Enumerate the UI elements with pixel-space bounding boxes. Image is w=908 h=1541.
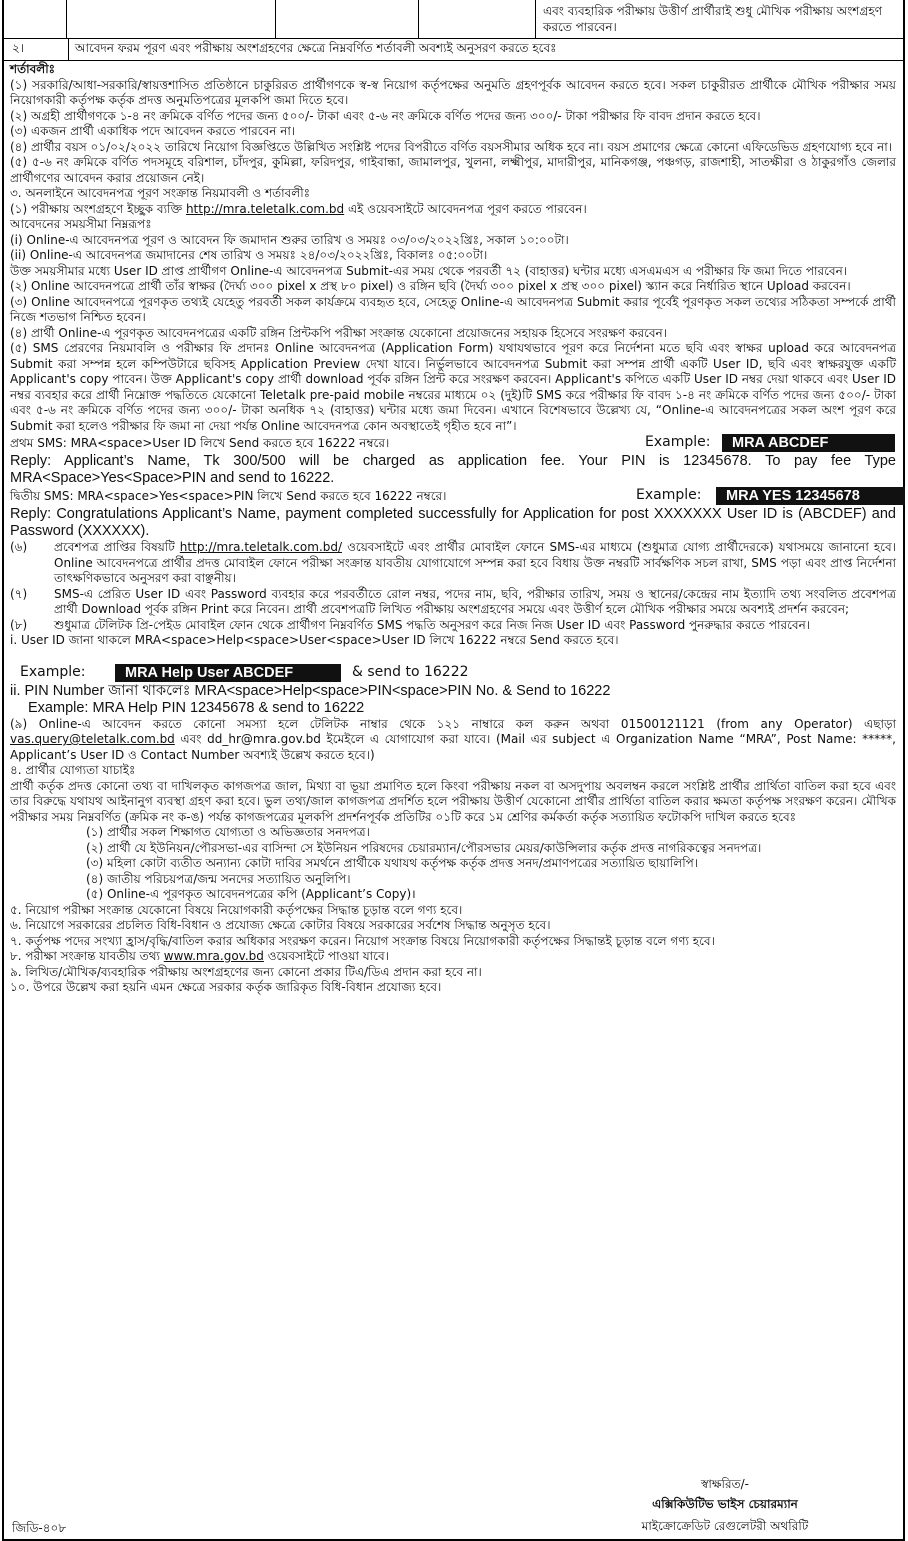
general-item-6: ৬. নিয়োগে সরকারের প্রচলিত বিধি-বিধান ও প্রযোজ্য ক্ষেত্রে কোটার বিষয়ে সরকারের সর্বশেষ সিদ্ধান্ত অনুসৃত হবে। — [10, 918, 551, 932]
teletalk-link[interactable]: http://mra.teletalk.com.bd — [185, 201, 345, 216]
condition-2: (২) অগ্রহী প্রার্থীগণকে ১-৪ নং ক্রমিকে বর্ণিত পদের জন্য ৫০০/- টাকা এবং ৫-৬ নং ক্রমিকে বর্ণিত পদের জন্য ৩০০/- টাকা পরীক্ষার ফি বাবদ প্রদান করতে হবে। — [10, 108, 761, 123]
condition-1: (১) সরকারি/আধা-সরকারি/স্বায়ত্তশাসিত প্রতিষ্ঠানে চাকুরিরত প্রার্থীগণকে স্ব-স্ব নিয়োগ কর্তৃপক্ষের অনুমতি গ্রহণপূর্বক আবেদন করতে হবে। সকল চাকুরীরত প্রার্থীকে মৌখিক পরীক্ষার সময় নিয়োগকারী কর্তৃপক্ষ কর্তৃক প্রদত্ত অনুমতিপত্রের মূলকপি জমা দিতে হবে। — [10, 77, 896, 107]
conditions-heading: শর্তাবলীঃ — [10, 62, 56, 76]
sms-1-reply: Reply: Applicant’s Name, Tk 300/500 will be charged as application fee. Your PIN is 12345678. To pay fee Type MRA<Space>Yes<Space>PIN and send to 16222. — [10, 453, 896, 486]
online-rule-7 — [10, 587, 896, 618]
teletalk-email-link[interactable]: vas.query@teletalk.com.bd — [10, 732, 175, 746]
recover-example: MRA Help User ABCDEF — [115, 664, 341, 682]
document-item-5: (৫) Online-এ পূরণকৃত আবেদনপত্রের কপি (Applicant’s Copy)। — [86, 887, 416, 901]
online-rule-8 — [10, 618, 896, 634]
page-border-right — [903, 0, 905, 1541]
example-label: Example: — [645, 434, 711, 450]
time-note: উক্ত সময়সীমার মধ্যে User ID প্রাপ্ত প্রার্থীগণ Online-এ আবেদনপত্র Submit-এর সময় থেকে পরবর্তী ৭২ (বাহাত্তর) ঘন্টার মধ্যে এসএমএস এ পরীক্ষার ফি জমা দিতে পারবেন। — [10, 263, 848, 278]
online-rule-6 — [10, 540, 896, 587]
signature-org: মাইক্রোক্রেডিট রেগুলেটরী অথরিটি — [641, 1519, 809, 1533]
sms-2-reply: Reply: Congratulations Applicant’s Name, payment completed successfully for Application for post XXXXXXX User ID is (ABCDEF) and Password (XXXXXX). — [10, 506, 896, 539]
table-divider — [275, 0, 276, 38]
eligibility-heading: ৪. প্রার্থীর যোগ্যতা যাচাইঃ — [10, 763, 136, 777]
general-item-10: ১০. উপরে উল্লেখ করা হয়নি এমন ক্ষেত্রে সরকার কর্তৃক জারিকৃত বিধি-বিধান প্রযোজ্য হবে। — [10, 980, 442, 994]
online-rule-9 — [10, 717, 896, 764]
sms-1-example: MRA ABCDEF — [722, 434, 895, 452]
online-rule-2: (২) Online আবেদনপত্রে প্রার্থী তাঁর স্বাক্ষর (দৈর্ঘ্য ৩০০ pixel x প্রস্থ ৮০ pixel) ও রঙ্গিন ছবি (দৈর্ঘ্য ৩০০ pixel x প্রস্থ ৩০০ pixel) স্ক্যান করে নির্ধারিত স্থানে Upload করবেন। — [10, 279, 851, 293]
online-rule-1 — [10, 202, 896, 218]
condition-4: (৪) প্রার্থীর বয়স ০১/০২/২০২২ তারিখে নিয়োগ বিজ্ঞপ্তিতে উল্লিখিত সংশ্লিষ্ট পদের বিপরীতে বর্ণিত বয়সসীমার অধিক হবে না। বয়স প্রমাণের ক্ষেত্রে কোনো এফিডেভিড গ্রহণযোগ্য হবে না। — [10, 139, 893, 154]
online-rule-1-pre: (১) পরীক্ষায় অংশগ্রহণে ইচ্ছুক ব্যক্তি — [10, 201, 186, 216]
table-cell-text: এবং ব্যবহারিক পরীক্ষায় উত্তীর্ণ প্রার্থীরাই শুধু মৌখিক পরীক্ষায় অংশগ্রহণ করতে পারবেন। — [543, 4, 882, 34]
table-divider — [535, 0, 536, 38]
item-8-pre: ৮. পরীক্ষা সংক্রান্ত যাবতীয় তথ্য — [10, 949, 164, 963]
online-rule-3: (৩) Online আবেদনপত্রে পূরণকৃত তথ্যই যেহেতু পরবর্তী সকল কার্যক্রমে ব্যবহৃত হবে, সেহেতু Online-এ আবেদনপত্র Submit করার পূর্বেই পূরণকৃত সকল তথ্যের সঠিকতা সম্পর্কে প্রার্থী নিজে শতভাগ নিশ্চিত হবেন। — [10, 294, 896, 324]
blank-line — [10, 649, 896, 664]
rule-6-pre: প্রবেশপত্র প্রাপ্তির বিষয়টি — [54, 540, 180, 554]
online-rule-5: (৫) SMS প্রেরণের নিয়মাবলি ও পরীক্ষার ফি প্রদানঃ Online আবেদনপত্র (Application Form) যথাযথভাবে পূরণ করে নির্দেশনা মতে ছবি এবং স্বাক্ষর upload করে আবেদনপত্র Submit করা সম্পন্ন হলে কম্পিউটারে ছবিসহ Application Preview দেখা যাবে। নির্ভুলভাবে আবেদনপত্র Submit করা সম্পন্ন প্রার্থী একটি User ID, ছবি এবং স্বাক্ষরযুক্ত একটি Applicant's copy পাবেন। উক্ত Applicant's copy প্রার্থী download পূর্বক রঙ্গিন প্রিন্ট করে সংরক্ষণ করবেন। Applicant's কপিতে একটি User ID নম্বর দেয়া থাকবে এবং User ID নম্বর ব্যবহার করে প্রার্থী নিম্নোক্ত পদ্ধতিতে যেকোনো Teletalk pre-paid mobile নম্বরের মাধ্যমে ০২ (দুই)টি SMS করে পরীক্ষার ফি বাবদ ১-৪ নং ক্রমিকে বর্ণিত পদের জন্য ৫০০/- টাকা এবং ৫-৬ নং ক্রমিকে বর্ণিত পদের জন্য ৩০০/- টাকা অনধিক ৭২ (বাহাত্তর) ঘন্টার মধ্যে জমা দিবেন। এখানে বিশেষভাবে উল্লেখ্য যে, “Online-এ আবেদনপত্রের সকল অংশ পূরণ করে Submit করা হলেও পরীক্ষার ফি জমা না দেয়া পর্যন্ত Online আবেদনপত্র কোন অবস্থাতেই গৃহীত হবে না”। — [10, 341, 896, 433]
rule-number: (৮) — [10, 617, 28, 632]
item-8-post: ওয়েবসাইটে পাওয়া যাবে। — [263, 949, 389, 963]
recover-user-id: i. User ID জানা থাকলে MRA<space>Help<space>User<space>User ID লিখে 16222 নম্বরে Send করতে হবে। — [10, 633, 619, 647]
example-label: Example: — [20, 663, 86, 680]
document-list — [10, 825, 896, 903]
teletalk-link-2[interactable]: http://mra.teletalk.com.bd/ — [179, 540, 343, 554]
general-item-7: ৭. কর্তৃপক্ষ পদের সংখ্যা হ্রাস/বৃদ্ধি/বাতিল করার অধিকার সংরক্ষণ করেন। নিয়োগ সংক্রান্ত বিষয়ে নিয়োগকারী কর্তৃপক্ষের সিদ্ধান্তই চূড়ান্ত বলে গণ্য হবে। — [10, 933, 715, 948]
general-item-5: ৫. নিয়োগ পরীক্ষা সংক্রান্ত যেকোনো বিষয়ে নিয়োগকারী কর্তৃপক্ষের সিদ্ধান্ত চূড়ান্ত বলে গণ্য হবে। — [10, 902, 463, 917]
footer-code: জিডি-৪০৮ — [12, 1521, 67, 1535]
rule-8-text: শুধুমাত্র টেলিটক প্রি-পেইড মোবাইল ফোন থেকে প্রার্থীগণ নিম্নবর্ণিত SMS পদ্ধতি অনুসরণ করে নিজ নিজ User ID এবং Password পুনরুদ্ধার করতে পারবেন। — [54, 617, 811, 632]
sms-2-text: দ্বিতীয় SMS: MRA<space>Yes<space>PIN লিখে Send করতে হবে 16222 নম্বরে। — [10, 489, 447, 503]
online-rule-1-post: এই ওয়েবসাইটে আবেদনপত্র পূরণ করতে পারবেন। — [344, 201, 587, 216]
eligibility-text: প্রার্থী কর্তৃক প্রদত্ত কোনো তথ্য বা দাখিলকৃত কাগজপত্র জাল, মিথ্যা বা ভূয়া প্রমাণিত হলে কিংবা পরীক্ষায় নকল বা অসদুপায় অবলম্বন করলে সংশ্লিষ্ট প্রার্থীর প্রার্থিতা বাতিল করা হবে এবং তার বিরুদ্ধে যথাযথ আইনানুগ ব্যবস্থা গ্রহণ করা হবে। ভুল তথ্য/জাল কাগজপত্র প্রদর্শিত হলে পরীক্ষায় উত্তীর্ণ যেকোনো প্রার্থীর প্রার্থিতা বাতিল করার ক্ষমতা কর্তৃপক্ষ সংরক্ষণ করেন। মৌখিক পরীক্ষার সময় নিম্নবর্ণিত (ক্রমিক নং ক-ঙ) পর্যন্ত কাগজপত্রের মূলকপি প্রদর্শনপূর্বক প্রতিটির ০১টি করে ১ম শ্রেণির কর্মকর্তা কর্তৃক সত্যায়িত ফটোকপি দাখিল করতে হবেঃ — [10, 778, 896, 824]
sms-1-line — [10, 434, 896, 453]
row-number: ২। — [12, 41, 25, 55]
condition-3: (৩) একজন প্রার্থী একাধিক পদে আবেদন করতে পারবেন না। — [10, 124, 296, 138]
online-heading: ৩. অনলাইনে আবেদনপত্র পূরণ সংক্রান্ত নিয়মাবলী ও শর্তাবলীঃ — [10, 186, 311, 200]
recover-example-line — [10, 664, 896, 683]
document-item-2: (২) প্রার্থী যে ইউনিয়ন/পৌরসভা-এর বাসিন্দা সে ইউনিয়ন পরিষদের চেয়ারম্যান/পৌরসভার মেয়র/কাউন্সিলার কর্তৃক প্রদত্ত নাগরিকত্বের সনদপত্র। — [86, 840, 762, 855]
notice-body — [10, 62, 896, 996]
sms-2-line — [10, 487, 896, 506]
table-row-2 — [2, 38, 905, 61]
row-text: আবেদন ফরম পূরণ এবং পরীক্ষায় অংশগ্রহণের ক্ষেত্রে নিম্নবর্ণিত শর্তাবলী অবশ্যই অনুসরণ করতে হবেঃ — [75, 41, 557, 55]
online-rule-4: (৪) প্রার্থী Online-এ পূরণকৃত আবেদনপত্রের একটি রঙ্গিন প্রিন্টকপি পরীক্ষা সংক্রান্ত যেকোনো প্রয়োজনের সহায়ক হিসেবে সংরক্ষণ করবেন। — [10, 325, 668, 340]
table-divider — [66, 0, 67, 38]
time-start: (i) Online-এ আবেদনপত্র পূরণ ও আবেদন ফি জমাদান শুরুর তারিখ ও সময়ঃ ০৩/০৩/২০২২খ্রিঃ, সকাল ১০:০০টা। — [10, 232, 569, 247]
mra-website-link[interactable]: www.mra.gov.bd — [163, 949, 264, 963]
general-item-9: ৯. লিখিত/মৌখিক/ব্যবহারিক পরীক্ষায় অংশগ্রহণের জন্য কোনো প্রকার টিএ/ডিএ প্রদান করা হবে না। — [10, 964, 482, 979]
recover-pin-example: Example: MRA Help PIN 12345678 & send to 16222 — [28, 699, 365, 716]
time-heading: আবেদনের সময়সীমা নিম্নরূপঃ — [10, 217, 152, 231]
condition-5: (৫) ৫-৬ নং ক্রমিকে বর্ণিত পদসমূহে বরিশাল, চাঁদপুর, কুমিল্লা, ফরিদপুর, গাইবান্ধা, জামালপুর, খুলনা, লক্ষ্মীপুর, মাদারীপুর, মানিকগঞ্জ, পঞ্চগড়, রাজশাহী, সাতক্ষীরা ও ঠাকুরগাঁও জেলার প্রার্থীগণের আবেদন করার প্রয়োজন নেই। — [10, 155, 896, 185]
table-divider — [68, 38, 69, 60]
sms-2-example: MRA YES 12345678 — [716, 487, 905, 505]
rule-6-post: ওয়েবসাইটে এবং প্রার্থীর মোবাইল ফোনে SMS-এর মাধ্যমে (শুধুমাত্র যোগ্য প্রার্থীদেরকে) যথাসময়ে জানানো হবে। Online আবেদনপত্রে প্রার্থীর প্রদত্ত মোবাইল ফোনে পরীক্ষা সংক্রান্ত যাবতীয় যোগাযোগে সম্পন্ন করা হবে বিধায় উক্ত নম্বরটি সার্বক্ষণিক সচল রাখা, SMS পড়া এবং প্রাপ্ত নির্দেশনা তাৎক্ষণিকভাবে অনুসরণ করা বাঞ্ছনীয়। — [54, 540, 896, 585]
time-end: (ii) Online-এ আবেদনপত্র জমাদানের শেষ তারিখ ও সময়ঃ ২৪/০৩/২০২২খ্রিঃ, বিকালঃ ০৫:০০টা। — [10, 248, 488, 262]
rule-number: (৬) — [10, 540, 28, 554]
top-table-fragment — [2, 0, 905, 39]
rule-7-text: SMS-এ প্রেরিত User ID এবং Password ব্যবহার করে পরবর্তীতে রোল নম্বর, পদের নাম, ছবি, পরীক্ষার তারিখ, সময় ও স্থানের/কেন্দ্রের নাম ইত্যাদি তথ্য সংবলিত প্রবেশপত্র প্রার্থী Download পূর্বক রঙ্গিন Print করে নিবেন। প্রার্থী প্রবেশপত্রটি লিখিত পরীক্ষায় অংশগ্রহণের সময়ে এবং উত্তীর্ণ হলে মৌখিক পরীক্ষার সময়ে অবশ্যই প্রদর্শন করবেন; — [54, 586, 896, 616]
table-divider — [418, 0, 419, 38]
example-label: Example: — [636, 487, 702, 503]
document-item-1: (১) প্রার্থীর সকল শিক্ষাগত যোগ্যতা ও অভিজ্ঞতার সনদপত্র। — [86, 825, 370, 839]
signature-title: এক্সিকিউটিভ ভাইস চেয়ারম্যান — [652, 1497, 798, 1511]
rule-number: (৭) — [10, 586, 28, 601]
recover-pin: ii. PIN Number জানা থাকলেঃ MRA<space>Help<space>PIN<space>PIN No. & Send to 16222 — [10, 682, 611, 699]
sms-1-text: প্রথম SMS: MRA<space>User ID লিখে Send করতে হবে 16222 নম্বরে। — [10, 436, 390, 450]
document-item-4: (৪) জাতীয় পরিচয়পত্র/জন্ম সনদের সত্যায়িত অনুলিপি। — [86, 871, 351, 886]
page-border-left — [2, 0, 4, 1541]
rule-9-pre: (৯) Online-এ আবেদন করতে কোনো সমস্যা হলে টেলিটক নাম্বার থেকে ১২১ নাম্বারে কল করুন অথবা 01500121121 (from any Operator) এছাড়া — [10, 716, 896, 731]
general-item-8 — [10, 949, 896, 965]
rule-9-post: এবং dd_hr@mra.gov.bd ইমেইলে এ যোগাযোগ করা যাবে। (Mail এর subject এ Organization Name “MRA”, Post Name: *****, Applicant’s User ID ও Contact Number অবশ্যই উল্লেখ করতে হবে।) — [10, 732, 896, 762]
document-item-3: (৩) মহিলা কোটা ব্যতীত অন্যান্য কোটা দাবির সমর্থনে প্রার্থীকে যথাযথ কর্তৃপক্ষ কর্তৃক প্রদত্ত সনদ/প্রমাণপত্রের সত্যায়িত ছায়ালিপি। — [86, 856, 699, 870]
signature-signed: স্বাক্ষরিত/- — [701, 1477, 749, 1491]
recover-example-post: & send to 16222 — [352, 663, 469, 680]
